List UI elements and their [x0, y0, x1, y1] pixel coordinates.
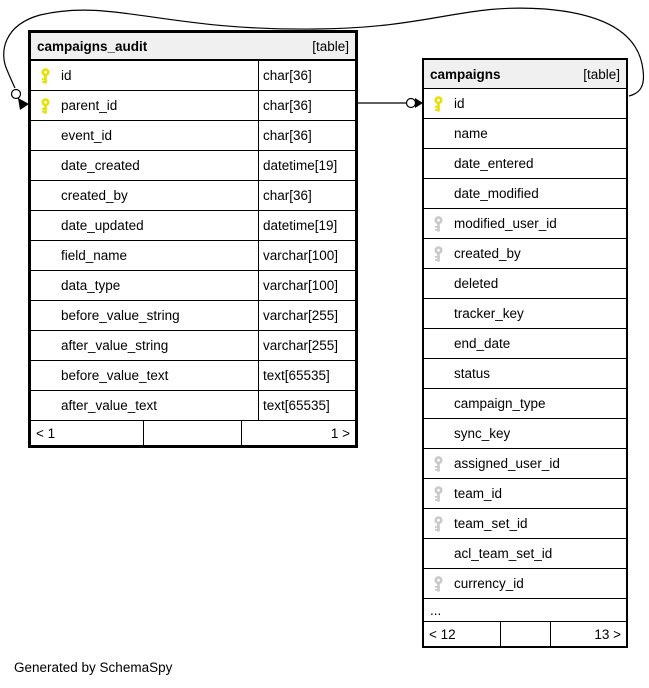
- column-rows: [31, 61, 355, 421]
- relationship-circle-left: [12, 90, 21, 99]
- column-type: datetime[19]: [263, 158, 338, 173]
- column-name-cell: [424, 359, 626, 388]
- column-name: before_value_string: [61, 308, 180, 323]
- column-type: varchar[255]: [263, 308, 339, 323]
- column-row: [424, 479, 626, 509]
- column-row: [424, 329, 626, 359]
- foreign-key-icon: [432, 486, 445, 502]
- column-row: [424, 239, 626, 269]
- column-name: status: [454, 366, 491, 381]
- column-row: [424, 299, 626, 329]
- column-name: campaign_type: [454, 396, 546, 411]
- foreign-key-icon: [432, 246, 454, 262]
- table-node-campaigns-audit[interactable]: [28, 30, 358, 448]
- column-name: ...: [430, 602, 442, 618]
- column-row: [424, 539, 626, 569]
- column-name-cell: [424, 449, 626, 478]
- column-name-cell: [424, 209, 626, 238]
- column-name-cell: [424, 389, 626, 418]
- column-name: team_set_id: [454, 516, 528, 531]
- foreign-key-icon: [432, 456, 454, 472]
- foreign-key-icon: [432, 456, 445, 472]
- column-name-cell: [424, 599, 626, 621]
- column-row: [424, 149, 626, 179]
- column-type: text[65535]: [263, 368, 330, 383]
- column-name: deleted: [454, 276, 499, 291]
- foreign-key-icon: [432, 216, 445, 232]
- table-footer: [424, 622, 626, 646]
- column-name-cell: [31, 151, 259, 180]
- column-name-cell: [424, 509, 626, 538]
- column-name: assigned_user_id: [454, 456, 560, 471]
- column-name: date_modified: [454, 186, 539, 201]
- related-count-left: < 1: [31, 421, 144, 445]
- column-row: [31, 331, 355, 361]
- column-type: char[36]: [263, 98, 312, 113]
- primary-key-icon: [39, 98, 61, 114]
- column-name-cell: [31, 391, 259, 420]
- column-row: [424, 509, 626, 539]
- primary-key-icon: [39, 68, 61, 84]
- foreign-key-icon: [432, 516, 454, 532]
- column-name: after_value_string: [61, 338, 169, 353]
- column-name-cell: [424, 299, 626, 328]
- column-row: [31, 121, 355, 151]
- column-type: char[36]: [263, 128, 312, 143]
- table-title: campaigns_audit: [37, 38, 148, 54]
- column-name: created_by: [454, 246, 521, 261]
- table-title: campaigns: [430, 66, 501, 82]
- column-name-cell: [31, 241, 259, 270]
- foreign-key-icon: [432, 576, 445, 592]
- column-name-cell: [424, 329, 626, 358]
- column-row: [424, 269, 626, 299]
- column-type: text[65535]: [263, 398, 330, 413]
- primary-key-icon: [432, 96, 445, 112]
- column-name-cell: [424, 269, 626, 298]
- foreign-key-icon: [432, 216, 454, 232]
- column-name-cell: [31, 361, 259, 390]
- column-name-cell: [31, 91, 259, 120]
- table-header: [424, 60, 626, 89]
- column-row: [424, 419, 626, 449]
- column-name: sync_key: [454, 426, 511, 441]
- column-row: [31, 301, 355, 331]
- column-row: [424, 569, 626, 599]
- column-type: varchar[100]: [263, 248, 339, 263]
- column-name: data_type: [61, 278, 121, 293]
- column-row: [31, 61, 355, 91]
- column-name-cell: [424, 239, 626, 268]
- table-node-campaigns[interactable]: [422, 58, 628, 648]
- primary-key-icon: [39, 68, 52, 84]
- column-name-cell: [424, 149, 626, 178]
- column-name: field_name: [61, 248, 128, 263]
- column-name: created_by: [61, 188, 128, 203]
- primary-key-icon: [432, 96, 454, 112]
- column-name: before_value_text: [61, 368, 169, 383]
- foreign-key-icon: [432, 576, 454, 592]
- table-type-badge: [table]: [583, 66, 620, 82]
- column-name: name: [454, 126, 488, 141]
- footer-spacer: [144, 421, 241, 445]
- column-type: varchar[100]: [263, 278, 339, 293]
- column-row: [31, 391, 355, 421]
- column-type: varchar[255]: [263, 338, 339, 353]
- column-row: [31, 361, 355, 391]
- relationship-curve-tail: [18, 98, 21, 102]
- column-name: id: [61, 68, 72, 83]
- column-row: [424, 359, 626, 389]
- column-name-cell: [424, 419, 626, 448]
- column-name-cell: [424, 569, 626, 598]
- column-row: [424, 89, 626, 119]
- column-name: acl_team_set_id: [454, 546, 553, 561]
- table-footer: [31, 421, 355, 445]
- column-name-cell: [31, 61, 259, 90]
- column-row: [424, 179, 626, 209]
- column-name-cell: [31, 331, 259, 360]
- column-name: date_updated: [61, 218, 144, 233]
- related-count-right: 1 >: [330, 425, 350, 441]
- column-name-cell: [31, 211, 259, 240]
- column-name-cell: [424, 539, 626, 568]
- column-name: date_created: [61, 158, 140, 173]
- column-name-cell: [424, 479, 626, 508]
- column-type: char[36]: [263, 188, 312, 203]
- column-rows: [424, 89, 626, 622]
- column-name-cell: [31, 121, 259, 150]
- table-type-badge: [table]: [312, 38, 349, 54]
- column-name-cell: [424, 119, 626, 148]
- column-row: [31, 241, 355, 271]
- table-header: [31, 33, 355, 61]
- generator-credit: Generated by SchemaSpy: [14, 660, 173, 675]
- relationship-circle-right: [407, 99, 416, 108]
- column-row: [31, 181, 355, 211]
- column-type: char[36]: [263, 68, 312, 83]
- column-row: [424, 119, 626, 149]
- column-name: currency_id: [454, 576, 524, 591]
- column-name: event_id: [61, 128, 113, 143]
- column-name-cell: [31, 301, 259, 330]
- column-name: id: [454, 96, 465, 111]
- foreign-key-icon: [432, 486, 454, 502]
- related-count-left: < 12: [424, 622, 501, 646]
- footer-spacer: [501, 622, 552, 646]
- column-name: end_date: [454, 336, 511, 351]
- column-row: [31, 211, 355, 241]
- column-row: [31, 151, 355, 181]
- foreign-key-icon: [432, 516, 445, 532]
- column-name-cell: [31, 271, 259, 300]
- column-name: team_id: [454, 486, 503, 501]
- column-name-cell: [424, 89, 626, 118]
- column-name: tracker_key: [454, 306, 524, 321]
- column-row: [424, 209, 626, 239]
- foreign-key-icon: [432, 246, 445, 262]
- related-count-right: 13 >: [594, 626, 621, 642]
- column-name: after_value_text: [61, 398, 158, 413]
- column-name-cell: [424, 179, 626, 208]
- column-type: datetime[19]: [263, 218, 338, 233]
- columns-ellipsis-row: [424, 599, 626, 622]
- column-row: [424, 449, 626, 479]
- column-name-cell: [31, 181, 259, 210]
- column-name: parent_id: [61, 98, 118, 113]
- column-row: [31, 91, 355, 121]
- primary-key-icon: [39, 98, 52, 114]
- column-row: [424, 389, 626, 419]
- column-name: modified_user_id: [454, 216, 557, 231]
- column-name: date_entered: [454, 156, 534, 171]
- column-row: [31, 271, 355, 301]
